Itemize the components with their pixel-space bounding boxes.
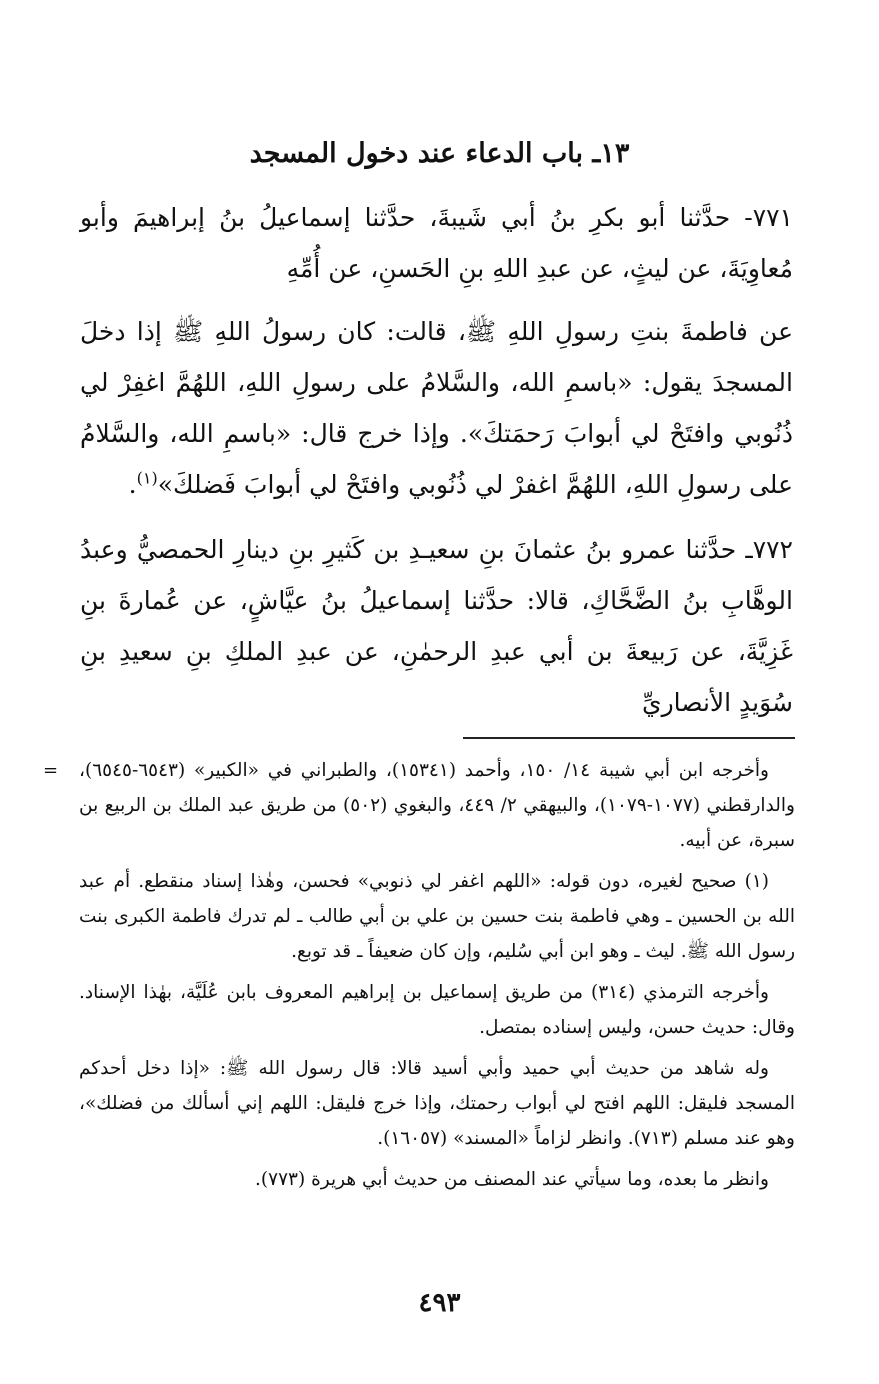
hadith-771-matn: عن فاطمةَ بنتِ رسولِ اللهِ ﷺ، قالت: كان رسولُ اللهِ ﷺ إذا دخلَ المسجدَ يقول: «باسمِ الله، والسَّلامُ على رسولِ اللهِ، اللهُمَّ اغفِرْ لي ذُنُوبي وافتَحْ لي أبوابَ رَحمَتكَ». وإذا خرج قال: «باسمِ الله، والسَّلامُ على رسولِ اللهِ، اللهُمَّ اغفرْ لي ذُنُوبي وافتَحْ لي أبوابَ فَضلكَ»$^{(١)}$. — [80, 317, 793, 499]
hadith-771-matn-text: عن فاطمةَ بنتِ رسولِ اللهِ ﷺ، قالت: كان رسولُ اللهِ ﷺ إذا دخلَ المسجدَ يقول: «باسمِ الله، والسَّلامُ على رسولِ اللهِ، اللهُمَّ اغفِرْ لي ذُنُوبي وافتَحْ لي أبوابَ رَحمَتكَ». وإذا خرج قال: «باسمِ الله، والسَّلامُ على رسولِ اللهِ، اللهُمَّ اغفرْ لي ذُنُوبي وافتَحْ لي أبوابَ فَضلكَ» — [80, 317, 793, 499]
footnote-continued — [43, 753, 795, 858]
footnote-1-para-1: (١) صحيح لغيره، دون قوله: «اللهم اغفر لي ذنوبي» فحسن، وهٰذا إسناد منقطع. أم عبد الله بن الحسين ـ وهي فاطمة بنت حسين بن علي بن أبي طالب ـ لم تدرك فاطمة الكبرى بنت رسول الله ﷺ. ليث ـ وهو ابن أبي سُليم، وإن كان ضعيفاً ـ قد توبع. — [79, 871, 795, 962]
main-text — [80, 192, 793, 742]
footnote-separator — [463, 737, 795, 739]
footnote-1-para-2: وأخرجه الترمذي (٣١٤) من طريق إسماعيل بن إبراهيم المعروف بابن عُلَيَّة، بهٰذا الإسناد. وقال: حديث حسن، وليس إسناده بمتصل. — [79, 982, 795, 1038]
chapter-title: ١٣ـ باب الدعاء عند دخول المسجد — [249, 138, 630, 169]
footnote-continued-text: وأخرجه ابن أبي شيبة ١٤/ ١٥٠، وأحمد (١٥٣٤١)، والطبراني في «الكبير» (٦٥٤٣-٦٥٤٥)، والدارقطني (١٠٧٧-١٠٧٩)، والبيهقي ٢/ ٤٤٩، والبغوي (٥٠٢) من طريق عبد الملك بن الربيع بن سبرة، عن أبيه. — [79, 760, 795, 851]
continuation-mark: = — [43, 760, 59, 781]
hadith-771-isnad: ٧٧١- حدَّثنا أبو بكرِ بنُ أبي شَيبةَ، حدَّثنا إسماعيلُ بنُ إبراهيمَ وأبو مُعاوِيَةَ، عن ليثٍ، عن عبدِ اللهِ بنِ الحَسنِ، عن أُمِّهِ — [80, 203, 793, 283]
page-number: ٤٩٣ — [418, 1288, 461, 1318]
footnotes — [43, 753, 795, 1203]
hadith-772: ٧٧٢ـ حدَّثنا عمرو بنُ عثمانَ بنِ سعيـدِ بن كَثيرِ بنِ دينارِ الحمصيُّ وعبدُ الوهَّابِ بنُ الضَّحَّاكِ، قالا: حدَّثنا إسماعيلُ بنُ عيَّاشٍ، عن عُمارةَ بنِ غَزِيَّةَ، عن رَبيعةَ بن أبي عبدِ الرحمٰنِ، عن عبدِ الملكِ بنِ سعيدِ بنِ سُوَيدٍ الأنصاريِّ — [80, 535, 793, 717]
footnote-1-para-3: وله شاهد من حديث أبي حميد وأبي أسيد قالا: قال رسول الله ﷺ: «إذا دخل أحدكم المسجد فليقل: اللهم افتح لي أبواب رحمتك، وإذا خرج فليقل: اللهم إني أسألك من فضلك»، وهو عند مسلم (٧١٣). وانظر لزاماً «المسند» (١٦٠٥٧). — [79, 1058, 795, 1149]
footnote-1-para-4: وانظر ما بعده، وما سيأتي عند المصنف من حديث أبي هريرة (٧٧٣). — [255, 1169, 769, 1190]
footnote-ref-1[interactable]: (١) — [136, 468, 158, 488]
